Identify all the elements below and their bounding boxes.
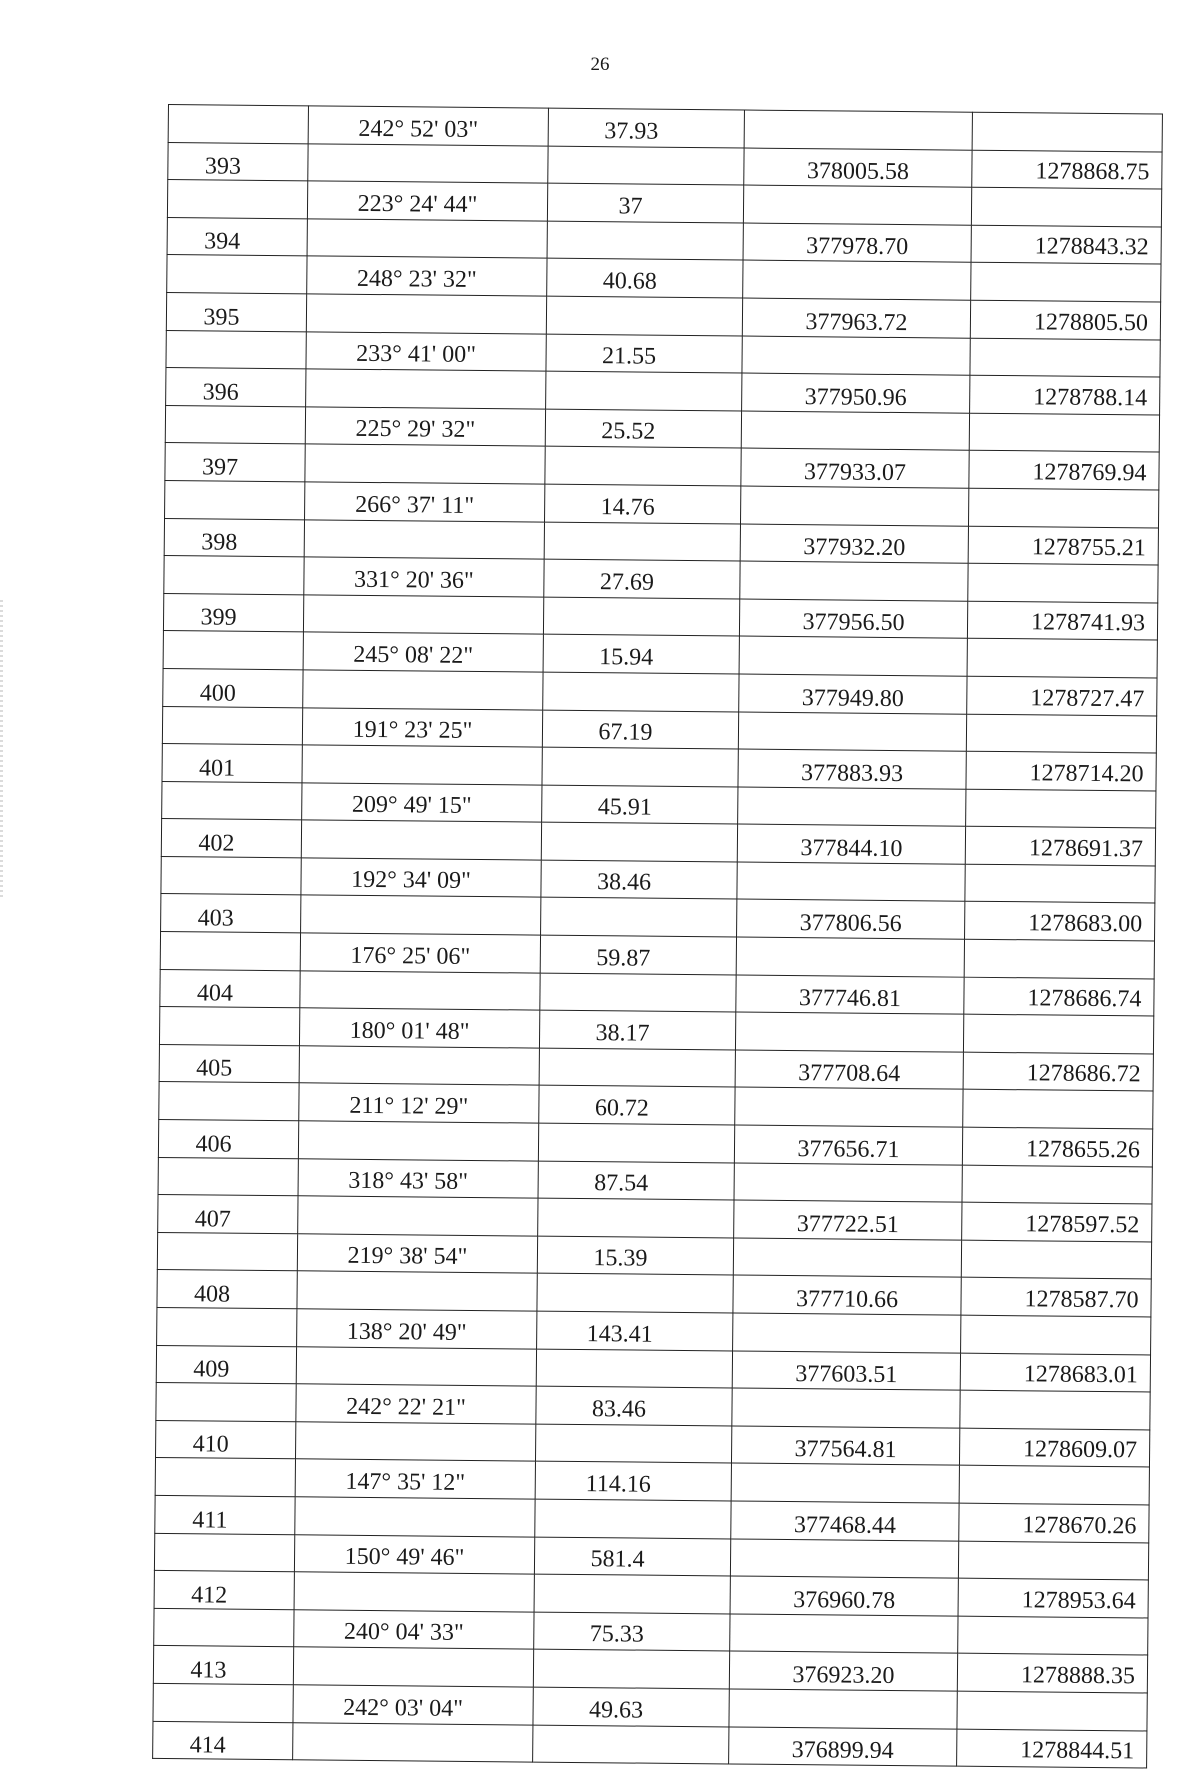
northing-cell: 377564.81: [731, 1426, 959, 1466]
bearing-cell: 242° 22' 21": [296, 1384, 536, 1424]
distance-cell: 15.94: [543, 634, 739, 673]
point-number-cell: [157, 1307, 297, 1346]
northing-cell: 377932.20: [740, 524, 968, 564]
easting-cell: 1278843.32: [971, 225, 1161, 264]
distance-cell: [538, 1123, 734, 1162]
northing-cell: [737, 862, 965, 902]
point-number-cell: 407: [158, 1195, 298, 1234]
easting-cell: [963, 1090, 1153, 1129]
point-number-cell: 398: [164, 518, 304, 557]
point-number-cell: [157, 1232, 297, 1271]
point-number-cell: 409: [156, 1345, 296, 1384]
point-number-cell: [162, 781, 302, 820]
distance-cell: 38.17: [539, 1010, 735, 1049]
northing-cell: 378005.58: [744, 148, 972, 188]
distance-cell: [547, 221, 743, 260]
bearing-cell: [298, 1121, 538, 1161]
easting-cell: [963, 1014, 1153, 1053]
bearing-cell: [302, 745, 542, 785]
easting-cell: [962, 1165, 1152, 1204]
bearing-cell: 219° 38' 54": [297, 1234, 537, 1274]
scan-edge-artifact: [0, 600, 3, 900]
northing-cell: [738, 787, 966, 827]
easting-cell: [968, 488, 1158, 527]
point-number-cell: 396: [166, 368, 306, 407]
easting-cell: [972, 112, 1162, 151]
page-number: 26: [590, 54, 610, 75]
point-number-cell: 405: [159, 1044, 299, 1083]
northing-cell: [740, 486, 968, 526]
easting-cell: 1278683.00: [965, 902, 1155, 941]
bearing-cell: 138° 20' 49": [297, 1309, 537, 1349]
northing-cell: 377710.66: [733, 1275, 961, 1315]
distance-cell: [533, 1649, 729, 1688]
bearing-cell: 318° 43' 58": [298, 1158, 538, 1198]
northing-cell: [741, 411, 969, 451]
easting-cell: 1278655.26: [962, 1127, 1152, 1166]
easting-cell: 1278953.64: [958, 1578, 1148, 1617]
bearing-cell: 242° 52' 03": [308, 106, 548, 146]
distance-cell: 38.46: [541, 860, 737, 899]
point-number-cell: [160, 932, 300, 971]
point-number-cell: [168, 105, 308, 144]
point-number-cell: 394: [167, 217, 307, 256]
distance-cell: 49.63: [533, 1687, 729, 1726]
distance-cell: 37: [547, 183, 743, 222]
bearing-cell: 150° 49' 46": [294, 1534, 534, 1574]
point-number-cell: 399: [163, 593, 303, 632]
point-number-cell: 401: [162, 744, 302, 783]
distance-cell: 59.87: [540, 935, 736, 974]
point-number-cell: [167, 255, 307, 294]
bearing-cell: 223° 24' 44": [307, 181, 547, 221]
point-number-cell: [166, 330, 306, 369]
distance-cell: [543, 597, 739, 636]
survey-table-container: [152, 104, 1162, 1769]
bearing-cell: [304, 519, 544, 559]
bearing-cell: [293, 1647, 533, 1687]
distance-cell: 15.39: [537, 1236, 733, 1275]
easting-cell: 1278868.75: [972, 150, 1162, 189]
northing-cell: [732, 1388, 960, 1428]
easting-cell: [961, 1315, 1151, 1354]
easting-cell: 1278597.52: [962, 1202, 1152, 1241]
point-number-cell: 395: [166, 292, 306, 331]
distance-cell: [544, 522, 740, 561]
distance-cell: [540, 973, 736, 1012]
point-number-cell: [156, 1383, 296, 1422]
distance-cell: [541, 898, 737, 937]
distance-cell: 83.46: [536, 1386, 732, 1425]
bearing-cell: [295, 1422, 535, 1462]
northing-cell: 377708.64: [735, 1050, 963, 1090]
bearing-cell: 209° 49' 15": [302, 783, 542, 823]
northing-cell: 376923.20: [729, 1651, 957, 1691]
bearing-cell: 266° 37' 11": [305, 482, 545, 522]
survey-coordinates-table: [152, 104, 1163, 1769]
northing-cell: [734, 1163, 962, 1203]
point-number-cell: [159, 1082, 299, 1121]
bearing-cell: 225° 29' 32": [305, 407, 545, 447]
northing-cell: [738, 712, 966, 752]
northing-cell: 376960.78: [730, 1576, 958, 1616]
easting-cell: [965, 864, 1155, 903]
bearing-cell: [303, 670, 543, 710]
distance-cell: [545, 446, 741, 485]
distance-cell: [546, 296, 742, 335]
northing-cell: [743, 185, 971, 225]
point-number-cell: [163, 631, 303, 670]
easting-cell: [971, 263, 1161, 302]
distance-cell: 60.72: [539, 1086, 735, 1125]
point-number-cell: 410: [156, 1420, 296, 1459]
distance-cell: 581.4: [534, 1537, 730, 1576]
northing-cell: 377956.50: [739, 599, 967, 639]
easting-cell: [958, 1616, 1148, 1655]
northing-cell: [735, 1012, 963, 1052]
northing-cell: 377468.44: [731, 1501, 959, 1541]
northing-cell: 377844.10: [737, 824, 965, 864]
bearing-cell: 248° 23' 32": [307, 256, 547, 296]
distance-cell: [536, 1349, 732, 1388]
distance-cell: [537, 1274, 733, 1313]
point-number-cell: [159, 1007, 299, 1046]
distance-cell: 21.55: [546, 334, 742, 373]
bearing-cell: [307, 219, 547, 259]
point-number-cell: [154, 1608, 294, 1647]
northing-cell: [736, 937, 964, 977]
distance-cell: 143.41: [537, 1311, 733, 1350]
point-number-cell: [167, 180, 307, 219]
bearing-cell: 331° 20' 36": [304, 557, 544, 597]
distance-cell: 45.91: [542, 785, 738, 824]
point-number-cell: 406: [158, 1119, 298, 1158]
point-number-cell: [164, 556, 304, 595]
bearing-cell: [300, 970, 540, 1010]
bearing-cell: [301, 820, 541, 860]
point-number-cell: [165, 480, 305, 519]
easting-cell: [967, 639, 1157, 678]
northing-cell: 377933.07: [741, 448, 969, 488]
bearing-cell: 180° 01' 48": [299, 1008, 539, 1048]
northing-cell: 377978.70: [743, 223, 971, 263]
easting-cell: [968, 563, 1158, 602]
bearing-cell: [295, 1497, 535, 1537]
table-body: [153, 105, 1163, 1769]
point-number-cell: 408: [157, 1270, 297, 1309]
point-number-cell: [155, 1458, 295, 1497]
bearing-cell: [293, 1722, 533, 1762]
northing-cell: [739, 636, 967, 676]
point-number-cell: 402: [161, 819, 301, 858]
point-number-cell: 400: [163, 668, 303, 707]
northing-cell: [740, 561, 968, 601]
distance-cell: [535, 1499, 731, 1538]
distance-cell: 40.68: [547, 259, 743, 298]
northing-cell: [742, 336, 970, 376]
easting-cell: 1278691.37: [965, 826, 1155, 865]
easting-cell: [958, 1541, 1148, 1580]
bearing-cell: 242° 03' 04": [293, 1685, 533, 1725]
northing-cell: 377949.80: [739, 674, 967, 714]
easting-cell: 1278609.07: [959, 1428, 1149, 1467]
point-number-cell: 397: [165, 443, 305, 482]
bearing-cell: [306, 294, 546, 334]
bearing-cell: 240° 04' 33": [294, 1610, 534, 1650]
distance-cell: 67.19: [542, 710, 738, 749]
bearing-cell: [306, 369, 546, 409]
easting-cell: [966, 789, 1156, 828]
northing-cell: [729, 1689, 957, 1729]
easting-cell: [959, 1466, 1149, 1505]
point-number-cell: [161, 856, 301, 895]
easting-cell: 1278888.35: [957, 1653, 1147, 1692]
bearing-cell: [305, 444, 545, 484]
easting-cell: 1278686.74: [964, 977, 1154, 1016]
bearing-cell: [294, 1572, 534, 1612]
bearing-cell: 176° 25' 06": [300, 933, 540, 973]
distance-cell: [539, 1048, 735, 1087]
northing-cell: 377656.71: [734, 1125, 962, 1165]
bearing-cell: [303, 595, 543, 635]
distance-cell: 37.93: [548, 108, 744, 147]
distance-cell: [538, 1198, 734, 1237]
northing-cell: 376899.94: [729, 1726, 957, 1766]
bearing-cell: 192° 34' 09": [301, 858, 541, 898]
distance-cell: [534, 1574, 730, 1613]
northing-cell: 377806.56: [737, 899, 965, 939]
easting-cell: [964, 939, 1154, 978]
distance-cell: [543, 672, 739, 711]
bearing-cell: 245° 08' 22": [303, 632, 543, 672]
point-number-cell: 404: [160, 969, 300, 1008]
northing-cell: [731, 1463, 959, 1503]
bearing-cell: 191° 23' 25": [302, 707, 542, 747]
easting-cell: 1278686.72: [963, 1052, 1153, 1091]
easting-cell: 1278714.20: [966, 751, 1156, 790]
distance-cell: 75.33: [534, 1612, 730, 1651]
easting-cell: 1278844.51: [957, 1729, 1147, 1768]
bearing-cell: 233° 41' 00": [306, 331, 546, 371]
point-number-cell: 403: [161, 894, 301, 933]
point-number-cell: 393: [168, 142, 308, 181]
bearing-cell: 211° 12' 29": [299, 1083, 539, 1123]
easting-cell: 1278683.01: [960, 1353, 1150, 1392]
easting-cell: 1278727.47: [967, 676, 1157, 715]
easting-cell: 1278741.93: [967, 601, 1157, 640]
point-number-cell: 413: [153, 1646, 293, 1685]
northing-cell: 377883.93: [738, 749, 966, 789]
point-number-cell: [158, 1157, 298, 1196]
bearing-cell: [301, 895, 541, 935]
northing-cell: [730, 1539, 958, 1579]
easting-cell: 1278670.26: [959, 1503, 1149, 1542]
bearing-cell: [299, 1046, 539, 1086]
point-number-cell: [154, 1533, 294, 1572]
northing-cell: [730, 1614, 958, 1654]
northing-cell: [733, 1313, 961, 1353]
northing-cell: [735, 1087, 963, 1127]
easting-cell: 1278755.21: [968, 526, 1158, 565]
distance-cell: 25.52: [545, 409, 741, 448]
distance-cell: [541, 822, 737, 861]
easting-cell: [970, 338, 1160, 377]
easting-cell: [969, 413, 1159, 452]
easting-cell: [960, 1390, 1150, 1429]
point-number-cell: 414: [153, 1721, 293, 1760]
distance-cell: [548, 146, 744, 185]
distance-cell: 14.76: [545, 484, 741, 523]
northing-cell: 377603.51: [732, 1351, 960, 1391]
northing-cell: [733, 1238, 961, 1278]
easting-cell: [966, 714, 1156, 753]
point-number-cell: 412: [154, 1571, 294, 1610]
point-number-cell: [153, 1683, 293, 1722]
easting-cell: [961, 1240, 1151, 1279]
northing-cell: 377722.51: [734, 1200, 962, 1240]
easting-cell: 1278587.70: [961, 1278, 1151, 1317]
northing-cell: [744, 110, 972, 150]
distance-cell: [542, 747, 738, 786]
bearing-cell: 147° 35' 12": [295, 1459, 535, 1499]
point-number-cell: [165, 405, 305, 444]
northing-cell: 377950.96: [742, 373, 970, 413]
distance-cell: [533, 1725, 729, 1764]
bearing-cell: [296, 1346, 536, 1386]
bearing-cell: [308, 143, 548, 183]
northing-cell: 377746.81: [736, 975, 964, 1015]
distance-cell: 87.54: [538, 1161, 734, 1200]
easting-cell: 1278788.14: [970, 375, 1160, 414]
easting-cell: 1278769.94: [969, 451, 1159, 490]
easting-cell: 1278805.50: [970, 300, 1160, 339]
northing-cell: 377963.72: [742, 298, 970, 338]
distance-cell: 27.69: [544, 559, 740, 598]
distance-cell: 114.16: [535, 1461, 731, 1500]
point-number-cell: [162, 706, 302, 745]
easting-cell: [971, 187, 1161, 226]
point-number-cell: 411: [155, 1495, 295, 1534]
distance-cell: [535, 1424, 731, 1463]
distance-cell: [546, 371, 742, 410]
northing-cell: [743, 260, 971, 300]
bearing-cell: [298, 1196, 538, 1236]
bearing-cell: [297, 1271, 537, 1311]
